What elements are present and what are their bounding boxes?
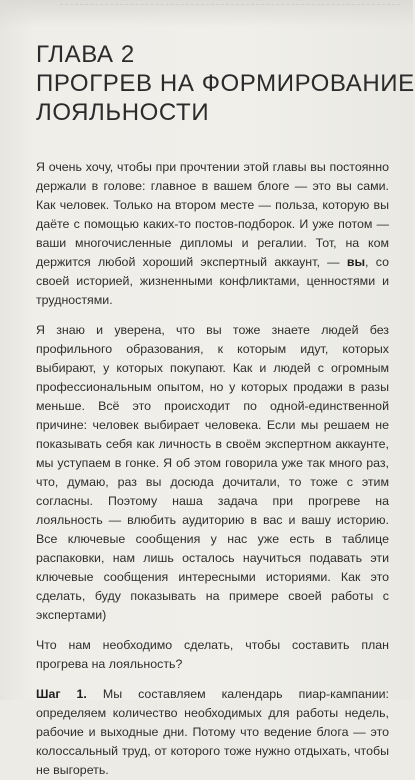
step-1-text: Мы составляем календарь пиар-кампании: определяем количество необходимых для работы недель, рабочие и выходные дни. Потому что ведение блога — это колоссальный труд, от которого тоже нужно отдыхать, чтобы не выгореть. xyxy=(36,687,390,777)
paragraph-4 xyxy=(36,685,389,780)
body-text xyxy=(36,158,389,780)
chapter-title-line-2: ЛОЯЛЬНОСТИ xyxy=(36,99,210,126)
chapter-number: ГЛАВА 2 xyxy=(36,41,135,68)
chapter-title-line-1: ПРОГРЕВ НА ФОРМИРОВАНИЕ xyxy=(36,70,415,97)
paragraph-1 xyxy=(36,158,389,310)
paragraph-3: Что нам необходимо сделать, чтобы составить план прогрева на лояльность? xyxy=(36,638,389,671)
paragraph-1-bold: вы xyxy=(346,255,366,269)
bleed-through-text xyxy=(60,4,400,13)
page-top-shadow xyxy=(0,0,413,28)
paragraph-1-text-a: Я очень хочу, чтобы при прочтении этой главы вы постоянно держали в голове: главное в вашем блоге — это вы сами. Как человек. Только на втором месте — польза, которую вы даёте с помощью каких-то постов-подборок. И уже потом — ваши многочисленные дипломы и регалии. Тот, на ком держится любой хороший экспертный аккаунт, — xyxy=(36,160,389,269)
paragraph-2: Я знаю и уверена, что вы тоже знаете людей без профильного образования, к которым идут, которых выбирают, у которых покупают. Как и людей с огромным профессиональным опытом, но у которых продажи в разы меньше. Всё это происходит по одной-единственной причине: человек выбирает человека. Если мы решаем не показывать себя как личность в своём экспертном аккаунте, мы уступаем в гонке. Я об этом говорила уже так много раз, что, думаю, раз вы досюда дочитали, то тоже с этим согласны. Поэтому наша задача при прогреве на лояльность — влюбить аудиторию в вас и вашу историю. Все ключевые сообщения у нас уже есть в таблице распаковки, нам лишь осталось научиться подавать эти ключевые сообщения интересными историями. Как это сделать, буду показывать на примере своей работы с экспертами) xyxy=(36,323,389,622)
step-1-label: Шаг 1. xyxy=(36,687,87,701)
chapter-heading xyxy=(36,40,415,127)
paragraph-1-text-b: , со своей историей, жизненными конфликтами, ценностями и трудностями. xyxy=(36,255,389,307)
